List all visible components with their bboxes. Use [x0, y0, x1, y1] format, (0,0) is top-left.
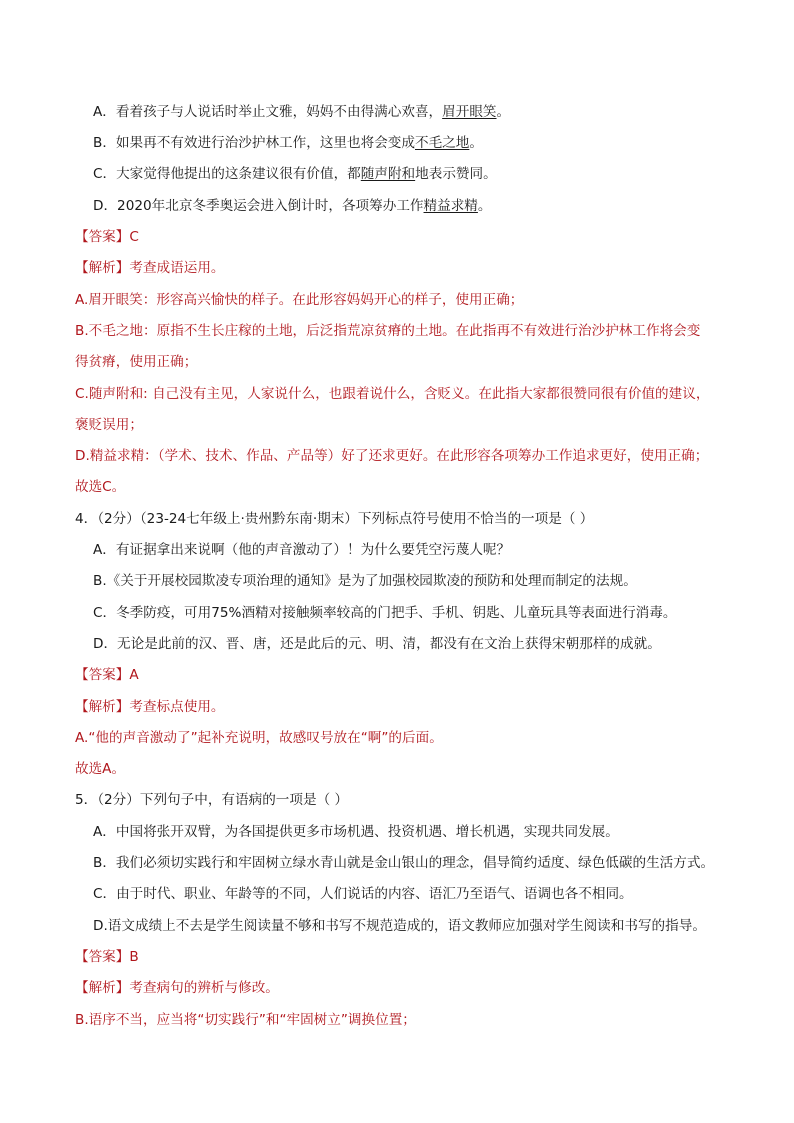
- q3-analysis-line: B.不毛之地：原指不生长庄稼的土地，后泛指荒凉贫瘠的土地。在此指再不有效进行治沙护林工作将会变: [75, 323, 701, 339]
- q4-option-b: B.《关于开展校园欺凌专项治理的通知》是为了加强校园欺凌的预防和处理而制定的法规。: [93, 573, 637, 589]
- q3-answer: 【答案】C: [75, 229, 139, 245]
- q4-answer: 【答案】A: [75, 667, 139, 683]
- q3-analysis-line: 故选C。: [75, 479, 126, 495]
- option-text: B．如果再不有效进行治沙护林工作，这里也将会变成: [93, 135, 415, 151]
- q3-analysis-line: A.眉开眼笑：形容高兴愉快的样子。在此形容妈妈开心的样子，使用正确；: [75, 292, 524, 308]
- q3-option-a: [93, 102, 510, 122]
- q5-analysis-title: 【解析】考查病句的辨析与修改。: [75, 980, 279, 996]
- q3-analysis-line: D.精益求精：（学术、技术、作品、产品等）好了还求更好。在此形容各项筹办工作追求更好，使用正确；: [75, 448, 709, 464]
- option-text: D．2020年北京冬季奥运会进入倒计时，各项筹办工作: [93, 198, 424, 214]
- q4-option-c: C．冬季防疫，可用75%酒精对接触频率较高的门把手、手机、钥匙、儿童玩具等表面进行消毒。: [93, 605, 677, 621]
- q5-option-b: B．我们必须切实践行和牢固树立绿水青山就是金山银山的理念，倡导简约适度、绿色低碳的生活方式。: [93, 855, 715, 871]
- q4-stem: 4．（2分）（23-24七年级上·贵州黔东南·期末）下列标点符号使用不恰当的一项是（ ）: [75, 511, 594, 527]
- underlined-idiom: 不毛之地: [414, 135, 470, 151]
- option-text-end: 地表示赞同。: [415, 166, 497, 182]
- option-text: C．大家觉得他提出的这条建议很有价值，都: [93, 166, 361, 182]
- q3-analysis-title: 【解析】考查成语运用。: [75, 260, 225, 276]
- q5-option-d: D.语文成绩上不去是学生阅读量不够和书写不规范造成的，语文教师应加强对学生阅读和书写的指导。: [93, 918, 706, 934]
- underlined-idiom: 随声附和: [360, 166, 416, 182]
- q3-option-b: [93, 133, 483, 153]
- option-text: A．看着孩子与人说话时举止文雅，妈妈不由得满心欢喜，: [93, 104, 443, 120]
- q4-option-d: D．无论是此前的汉、晋、唐，还是此后的元、明、清，都没有在文治上获得宋朝那样的成就。: [93, 636, 661, 652]
- underlined-idiom: 精益求精: [423, 198, 478, 214]
- underlined-idiom: 眉开眼笑: [442, 104, 497, 120]
- q5-answer: 【答案】B: [75, 949, 139, 965]
- option-text-end: 。: [496, 104, 511, 120]
- option-text-end: 。: [469, 135, 483, 151]
- q3-analysis-line: 得贫瘠，使用正确；: [75, 354, 198, 370]
- q3-analysis-line: 褒贬误用；: [75, 417, 143, 433]
- q5-stem: 5．（2分）下列句子中，有语病的一项是（ ）: [75, 792, 349, 808]
- q4-analysis-line: 故选A。: [75, 761, 126, 777]
- q3-option-d: [93, 196, 492, 216]
- option-text-end: 。: [477, 198, 492, 214]
- q5-analysis-line: B.语序不当，应当将“切实践行”和“牢固树立”调换位置；: [75, 1012, 416, 1028]
- q3-option-c: [93, 164, 497, 184]
- q4-option-a: A．有证据拿出来说啊（他的声音激动了）！为什么要凭空污蔑人呢？: [93, 542, 511, 558]
- q4-analysis-title: 【解析】考查标点使用。: [75, 699, 225, 715]
- q5-option-c: C．由于时代、职业、年龄等的不同，人们说话的内容、语汇乃至语气、语调也各不相同。: [93, 886, 633, 902]
- q4-analysis-line: A.“他的声音激动了”起补充说明，故感叹号放在“啊”的后面。: [75, 730, 443, 746]
- q3-analysis-line: C.随声附和: 自己没有主见，人家说什么，也跟着说什么，含贬义。在此指大家都很赞同很有价值的建议，: [75, 386, 710, 402]
- q5-option-a: A．中国将张开双臂，为各国提供更多市场机遇、投资机遇、增长机遇，实现共同发展。: [93, 824, 619, 840]
